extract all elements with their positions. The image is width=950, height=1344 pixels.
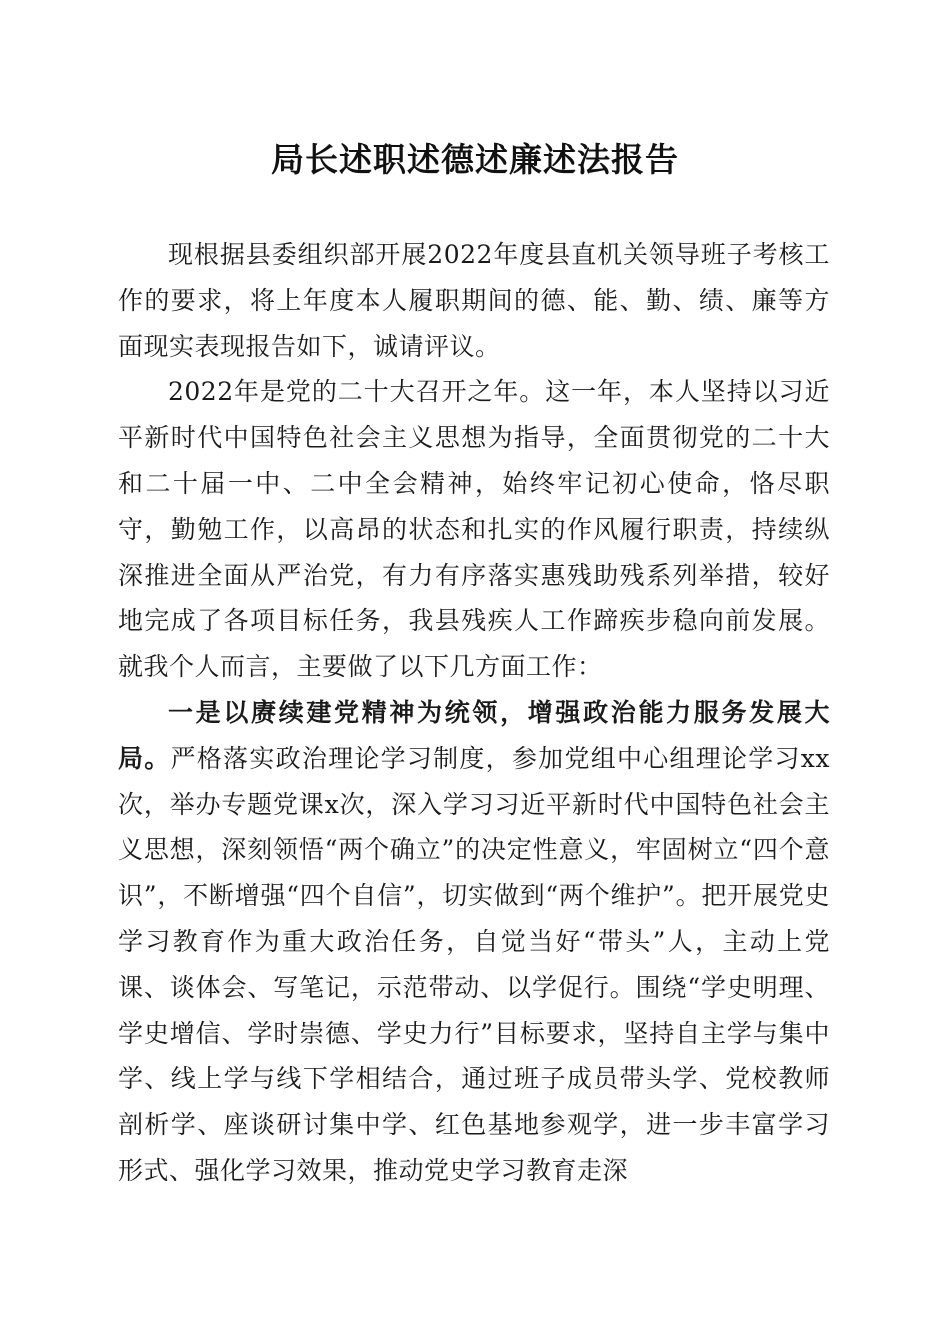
section-one-heading: 一是以赓续建党精神为统领，增强政治能力服务发展大局。 — [118, 697, 830, 773]
paragraph-overview — [118, 369, 830, 690]
paragraph-intro — [118, 232, 830, 369]
document-body — [118, 232, 830, 1194]
paragraph-intro-text: 现根据县委组织部开展2022年度县直机关领导班子考核工作的要求，将上年度本人履职期间的德、能、勤、绩、廉等方面现实表现报告如下，诚请评议。 — [118, 240, 830, 361]
section-one-text: 严格落实政治理论学习制度，参加党组中心组理论学习xx次，举办专题党课x次，深入学习习近平新时代中国特色社会主义思想，深刻领悟“两个确立”的决定性意义，牢固树立“四个意识”，不断增强“四个自信”，切实做到“两个维护”。把开展党史学习教育作为重大政治任务，自觉当好“带头”人，主动上党课、谈体会、写笔记，示范带动、以学促行。围绕“学史明理、学史增信、学时崇德、学史力行”目标要求，坚持自主学与集中学、线上学与线下学相结合，通过班子成员带头学、党校教师剖析学、座谈研讨集中学、红色基地参观学，进一步丰富学习形式、强化学习效果，推动党史学习教育走深 — [118, 743, 830, 1185]
document-title: 局长述职述德述廉述法报告 — [271, 140, 679, 179]
paragraph-overview-text: 2022年是党的二十大召开之年。这一年，本人坚持以习近平新时代中国特色社会主义思想为指导，全面贯彻党的二十大和二十届一中、二中全会精神，始终牢记初心使命，恪尽职守，勤勉工作，以高昂的状态和扎实的作风履行职责，持续纵深推进全面从严治党，有力有序落实惠残助残系列举措，较好地完成了各项目标任务，我县残疾人工作蹄疾步稳向前发展。就我个人而言，主要做了以下几方面工作： — [118, 377, 830, 682]
paragraph-section-one — [118, 690, 830, 1194]
